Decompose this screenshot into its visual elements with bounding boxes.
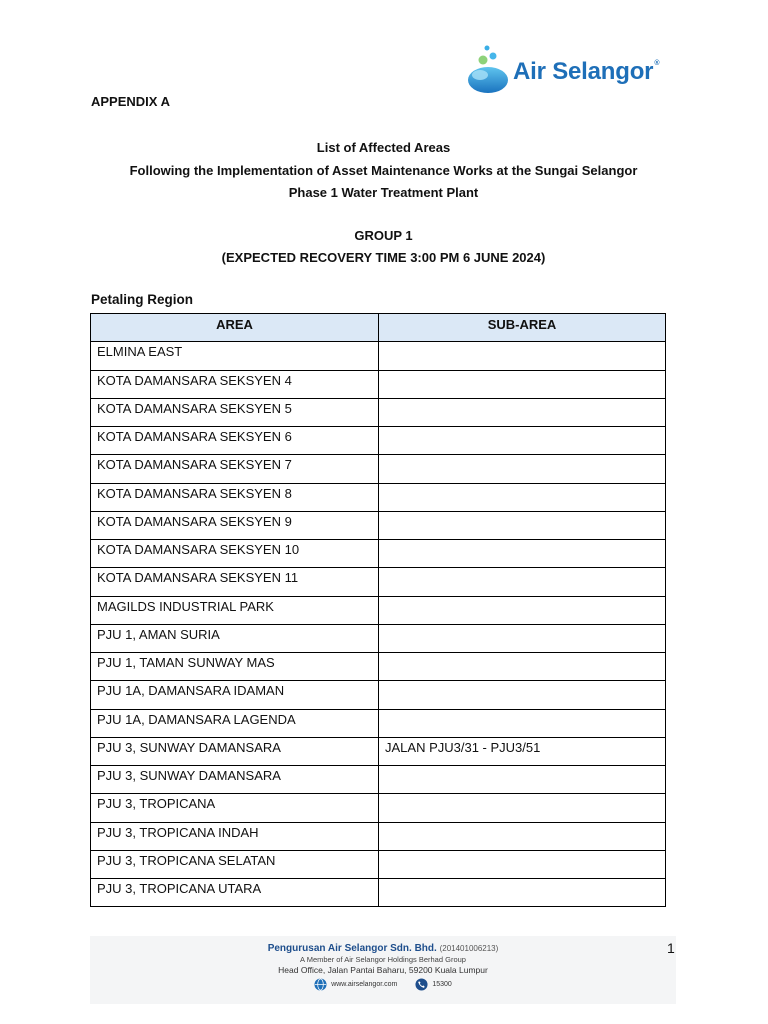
sub-area-cell	[379, 568, 666, 596]
area-cell: PJU 1A, DAMANSARA LAGENDA	[91, 709, 379, 737]
sub-area-cell: JALAN PJU3/31 - PJU3/51	[379, 737, 666, 765]
table-row	[91, 370, 666, 398]
sub-area-cell	[379, 794, 666, 822]
footer-address: Head Office, Jalan Pantai Baharu, 59200 Kuala Lumpur	[278, 965, 488, 975]
phone-text: 15300	[432, 981, 452, 988]
area-cell: PJU 1, AMAN SURIA	[91, 624, 379, 652]
table-row	[91, 483, 666, 511]
website-text: www.airselangor.com	[331, 981, 398, 988]
table-row	[91, 427, 666, 455]
area-cell: KOTA DAMANSARA SEKSYEN 4	[91, 370, 379, 398]
title-line-2: Following the Implementation of Asset Maintenance Works at the Sungai Selangor	[129, 162, 638, 178]
sub-area-cell	[379, 596, 666, 624]
group-heading	[91, 225, 676, 269]
area-cell: PJU 3, SUNWAY DAMANSARA	[91, 766, 379, 794]
sub-area-cell	[379, 427, 666, 455]
sub-area-cell	[379, 342, 666, 370]
footer-company	[90, 943, 676, 954]
table-row	[91, 398, 666, 426]
table-row	[91, 653, 666, 681]
header-area: AREA	[91, 314, 379, 342]
area-cell: KOTA DAMANSARA SEKSYEN 5	[91, 398, 379, 426]
area-cell: KOTA DAMANSARA SEKSYEN 10	[91, 540, 379, 568]
area-cell: PJU 3, TROPICANA INDAH	[91, 822, 379, 850]
company-reg-no: (201401006213)	[439, 944, 499, 953]
area-cell: PJU 1A, DAMANSARA IDAMAN	[91, 681, 379, 709]
sub-area-cell	[379, 709, 666, 737]
area-cell: PJU 3, TROPICANA UTARA	[91, 879, 379, 907]
area-cell: PJU 1, TAMAN SUNWAY MAS	[91, 653, 379, 681]
document-title	[91, 137, 676, 205]
sub-area-cell	[379, 879, 666, 907]
area-cell: KOTA DAMANSARA SEKSYEN 7	[91, 455, 379, 483]
page-number: 1	[667, 940, 675, 956]
page-footer	[90, 936, 676, 1004]
footer-member: A Member of Air Selangor Holdings Berhad Group	[300, 955, 466, 964]
sub-area-cell	[379, 540, 666, 568]
table-row	[91, 766, 666, 794]
table-row	[91, 342, 666, 370]
table-row	[91, 879, 666, 907]
recovery-time: (EXPECTED RECOVERY TIME 3:00 PM 6 JUNE 2024)	[221, 250, 546, 265]
table-row	[91, 511, 666, 539]
sub-area-cell	[379, 766, 666, 794]
table-row	[91, 624, 666, 652]
sub-area-cell	[379, 850, 666, 878]
area-cell: KOTA DAMANSARA SEKSYEN 11	[91, 568, 379, 596]
affected-areas-table	[90, 313, 666, 907]
area-cell: KOTA DAMANSARA SEKSYEN 9	[91, 511, 379, 539]
air-selangor-logo	[465, 44, 680, 96]
area-cell: MAGILDS INDUSTRIAL PARK	[91, 596, 379, 624]
table-row	[91, 455, 666, 483]
table-row	[91, 596, 666, 624]
group-name: GROUP 1	[354, 228, 413, 243]
title-line-1: List of Affected Areas	[316, 140, 451, 155]
footer-contacts	[90, 978, 676, 991]
area-cell: PJU 3, SUNWAY DAMANSARA	[91, 737, 379, 765]
table-row	[91, 850, 666, 878]
footer-phone	[415, 978, 451, 991]
sub-area-cell	[379, 681, 666, 709]
sub-area-cell	[379, 653, 666, 681]
company-name: Pengurusan Air Selangor Sdn. Bhd.	[267, 943, 437, 954]
table-row	[91, 737, 666, 765]
sub-area-cell	[379, 483, 666, 511]
phone-icon	[415, 978, 428, 991]
sub-area-cell	[379, 511, 666, 539]
area-cell: ELMINA EAST	[91, 342, 379, 370]
area-cell: KOTA DAMANSARA SEKSYEN 6	[91, 427, 379, 455]
globe-icon	[314, 978, 327, 991]
area-cell: PJU 3, TROPICANA SELATAN	[91, 850, 379, 878]
area-cell: KOTA DAMANSARA SEKSYEN 8	[91, 483, 379, 511]
header-sub-area: SUB-AREA	[379, 314, 666, 342]
table-row	[91, 794, 666, 822]
sub-area-cell	[379, 822, 666, 850]
sub-area-cell	[379, 455, 666, 483]
table-row	[91, 540, 666, 568]
title-line-3: Phase 1 Water Treatment Plant	[288, 185, 479, 200]
table-row	[91, 709, 666, 737]
sub-area-cell	[379, 398, 666, 426]
sub-area-cell	[379, 370, 666, 398]
sub-area-cell	[379, 624, 666, 652]
area-cell: PJU 3, TROPICANA	[91, 794, 379, 822]
water-drop-logo-icon	[465, 44, 511, 96]
region-heading: Petaling Region	[91, 292, 194, 307]
table-row	[91, 681, 666, 709]
appendix-label: APPENDIX A	[91, 94, 170, 109]
table-header-row	[91, 314, 666, 342]
table-row	[91, 568, 666, 596]
table-row	[91, 822, 666, 850]
brand-name: Air Selangor®	[513, 58, 660, 85]
footer-website[interactable]	[314, 978, 397, 991]
